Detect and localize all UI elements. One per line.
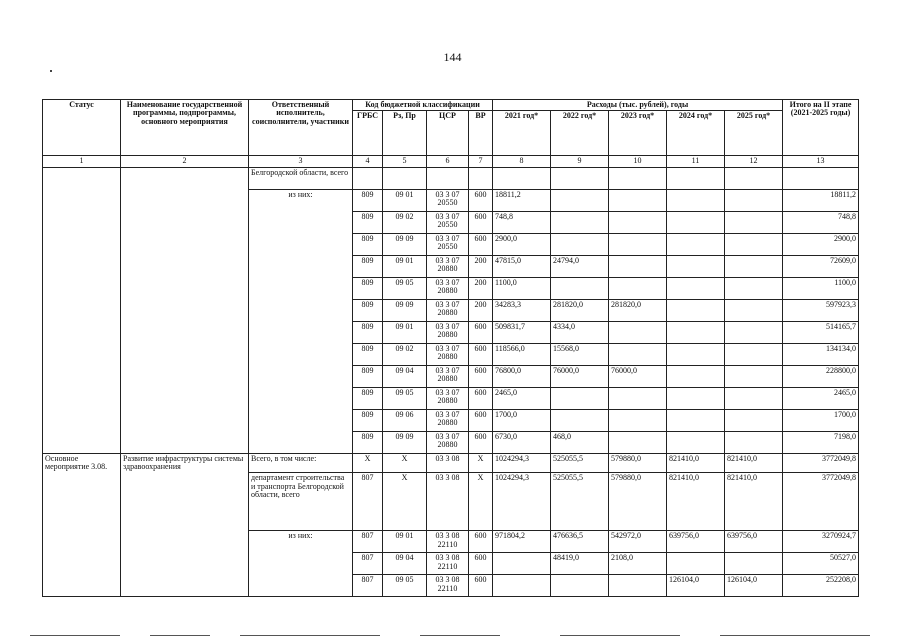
row-vr: 600 [469, 387, 493, 409]
column-number: 2 [121, 156, 249, 167]
row-program-name [121, 211, 249, 233]
row-program-name [121, 255, 249, 277]
row-csr: 03 3 07 20880 [427, 387, 469, 409]
row-status [43, 575, 121, 597]
row-responsible [249, 575, 353, 597]
row-csr: 03 3 07 20550 [427, 233, 469, 255]
row-vr: 600 [469, 189, 493, 211]
row-total: 252208,0 [783, 575, 859, 597]
table-row [43, 343, 859, 365]
row-program-name [121, 575, 249, 597]
row-csr: 03 3 08 22110 [427, 531, 469, 553]
row-vr: 600 [469, 531, 493, 553]
row-2024 [667, 343, 725, 365]
row-grbs: 809 [353, 321, 383, 343]
table-row [43, 453, 859, 472]
table-row [43, 553, 859, 575]
row-total: 3270924,7 [783, 531, 859, 553]
row-csr: 03 3 07 20880 [427, 431, 469, 453]
row-total: 2465,0 [783, 387, 859, 409]
row-status [43, 233, 121, 255]
row-2023 [609, 211, 667, 233]
row-grbs: 807 [353, 575, 383, 597]
row-rz-pr: Х [383, 453, 427, 472]
row-2021: 47815,0 [493, 255, 551, 277]
row-vr: 600 [469, 321, 493, 343]
row-2024 [667, 299, 725, 321]
row-csr: 03 3 07 20880 [427, 299, 469, 321]
row-2024 [667, 387, 725, 409]
row-grbs: 809 [353, 365, 383, 387]
row-2022: 525055,5 [551, 453, 609, 472]
row-csr: 03 3 07 20550 [427, 211, 469, 233]
row-2025 [725, 431, 783, 453]
row-program-name [121, 233, 249, 255]
row-2022: 15568,0 [551, 343, 609, 365]
table-row [43, 387, 859, 409]
row-2022: 4334,0 [551, 321, 609, 343]
row-2023: 579880,0 [609, 453, 667, 472]
row-total: 2900,0 [783, 233, 859, 255]
table-row [43, 531, 859, 553]
row-total: 597923,3 [783, 299, 859, 321]
row-status [43, 211, 121, 233]
row-2023: 542972,0 [609, 531, 667, 553]
row-rz-pr: 09 04 [383, 365, 427, 387]
column-number: 5 [383, 156, 427, 167]
row-csr: 03 3 07 20880 [427, 343, 469, 365]
row-2022: 76000,0 [551, 365, 609, 387]
row-2025 [725, 211, 783, 233]
row-2025 [725, 553, 783, 575]
row-total: 3772049,8 [783, 453, 859, 472]
row-grbs: 809 [353, 211, 383, 233]
row-program-name [121, 553, 249, 575]
row-status [43, 255, 121, 277]
row-vr: Х [469, 473, 493, 531]
header-csr: ЦСР [427, 111, 469, 156]
row-status [43, 409, 121, 431]
row-2023 [609, 321, 667, 343]
row-2021: 1100,0 [493, 277, 551, 299]
table-row [43, 431, 859, 453]
row-vr: 600 [469, 431, 493, 453]
row-program-name [121, 343, 249, 365]
row-rz-pr: 09 09 [383, 299, 427, 321]
row-csr: 03 3 08 [427, 473, 469, 531]
header-budget-code: Код бюджетной классификации [353, 100, 493, 111]
row-2024 [667, 431, 725, 453]
table-row [43, 409, 859, 431]
row-2025: 821410,0 [725, 473, 783, 531]
row-rz-pr: 09 01 [383, 321, 427, 343]
row-2022 [551, 167, 609, 189]
row-program-name [121, 387, 249, 409]
row-2023: 76000,0 [609, 365, 667, 387]
row-rz-pr: Х [383, 473, 427, 531]
row-total [783, 167, 859, 189]
row-responsible: Всего, в том числе: [249, 453, 353, 472]
row-status [43, 343, 121, 365]
row-2023 [609, 387, 667, 409]
row-2022 [551, 189, 609, 211]
row-grbs: 809 [353, 299, 383, 321]
row-total: 748,8 [783, 211, 859, 233]
row-csr: 03 3 08 22110 [427, 575, 469, 597]
row-responsible [249, 299, 353, 321]
row-grbs: 807 [353, 531, 383, 553]
row-2023: 2108,0 [609, 553, 667, 575]
row-2023 [609, 431, 667, 453]
header-2023: 2023 год* [609, 111, 667, 156]
row-2022 [551, 409, 609, 431]
header-status: Статус [43, 100, 121, 156]
row-2024: 126104,0 [667, 575, 725, 597]
row-2024: 821410,0 [667, 473, 725, 531]
row-2025: 821410,0 [725, 453, 783, 472]
row-responsible [249, 343, 353, 365]
row-program-name [121, 167, 249, 189]
row-rz-pr: 09 02 [383, 343, 427, 365]
row-program-name [121, 321, 249, 343]
row-grbs [353, 167, 383, 189]
row-2022: 281820,0 [551, 299, 609, 321]
row-grbs: 809 [353, 387, 383, 409]
row-status [43, 553, 121, 575]
row-2024 [667, 409, 725, 431]
row-2023: 579880,0 [609, 473, 667, 531]
row-rz-pr: 09 01 [383, 531, 427, 553]
column-number: 1 [43, 156, 121, 167]
row-2025 [725, 233, 783, 255]
row-2025 [725, 409, 783, 431]
row-program-name [121, 409, 249, 431]
row-rz-pr: 09 04 [383, 553, 427, 575]
row-rz-pr [383, 167, 427, 189]
row-program-name [121, 277, 249, 299]
row-total: 7198,0 [783, 431, 859, 453]
row-csr: 03 3 08 [427, 453, 469, 472]
row-2025 [725, 255, 783, 277]
row-status [43, 387, 121, 409]
row-2021: 34283,3 [493, 299, 551, 321]
row-2022 [551, 233, 609, 255]
row-responsible: из них: [249, 531, 353, 553]
row-2024 [667, 189, 725, 211]
row-2023 [609, 233, 667, 255]
row-program-name: Развитие инфраструктуры системы здравоохранения [121, 453, 249, 472]
row-2024: 821410,0 [667, 453, 725, 472]
row-2022: 525055,5 [551, 473, 609, 531]
row-2025 [725, 387, 783, 409]
row-2023 [609, 277, 667, 299]
row-vr: Х [469, 453, 493, 472]
row-2024 [667, 365, 725, 387]
row-total: 3772049,8 [783, 473, 859, 531]
row-csr: 03 3 07 20550 [427, 189, 469, 211]
row-2021: 1700,0 [493, 409, 551, 431]
column-number: 11 [667, 156, 725, 167]
column-number: 7 [469, 156, 493, 167]
row-2024: 639756,0 [667, 531, 725, 553]
row-grbs: 809 [353, 277, 383, 299]
column-number: 4 [353, 156, 383, 167]
row-2023 [609, 167, 667, 189]
row-responsible [249, 211, 353, 233]
row-responsible [249, 233, 353, 255]
table-row [43, 321, 859, 343]
row-2021: 509831,7 [493, 321, 551, 343]
table-row [43, 575, 859, 597]
row-2022 [551, 575, 609, 597]
column-number: 6 [427, 156, 469, 167]
column-number: 3 [249, 156, 353, 167]
table-row [43, 277, 859, 299]
row-vr: 600 [469, 575, 493, 597]
row-responsible [249, 431, 353, 453]
row-responsible [249, 255, 353, 277]
row-total: 18811,2 [783, 189, 859, 211]
row-2024 [667, 277, 725, 299]
row-2021: 76800,0 [493, 365, 551, 387]
row-grbs: 809 [353, 255, 383, 277]
row-vr: 600 [469, 211, 493, 233]
row-vr: 200 [469, 255, 493, 277]
row-vr [469, 167, 493, 189]
header-total: Итого на II этапе (2021-2025 годы) [783, 100, 859, 156]
budget-table [42, 99, 859, 597]
row-2025: 639756,0 [725, 531, 783, 553]
row-2021: 1024294,3 [493, 473, 551, 531]
header-expenses: Расходы (тыс. рублей), годы [493, 100, 783, 111]
table-row [43, 167, 859, 189]
row-rz-pr: 09 09 [383, 233, 427, 255]
row-2022: 476636,5 [551, 531, 609, 553]
budget-table-body [43, 167, 859, 596]
row-grbs: Х [353, 453, 383, 472]
row-total: 134134,0 [783, 343, 859, 365]
column-number: 12 [725, 156, 783, 167]
row-csr: 03 3 07 20880 [427, 365, 469, 387]
row-responsible [249, 553, 353, 575]
row-2024 [667, 211, 725, 233]
row-2024 [667, 233, 725, 255]
row-responsible [249, 365, 353, 387]
row-2021 [493, 553, 551, 575]
row-status [43, 365, 121, 387]
row-rz-pr: 09 01 [383, 255, 427, 277]
row-2023 [609, 255, 667, 277]
row-2021 [493, 167, 551, 189]
row-2023 [609, 189, 667, 211]
header-vr: ВР [469, 111, 493, 156]
row-2024 [667, 255, 725, 277]
row-status [43, 277, 121, 299]
page-number: 144 [443, 50, 462, 64]
row-rz-pr: 09 01 [383, 189, 427, 211]
row-rz-pr: 09 06 [383, 409, 427, 431]
row-2022 [551, 277, 609, 299]
row-csr: 03 3 07 20880 [427, 409, 469, 431]
row-program-name [121, 189, 249, 211]
table-row [43, 299, 859, 321]
row-2025 [725, 299, 783, 321]
row-total: 50527,0 [783, 553, 859, 575]
row-2024 [667, 167, 725, 189]
row-rz-pr: 09 05 [383, 387, 427, 409]
row-vr: 600 [469, 233, 493, 255]
table-row [43, 255, 859, 277]
row-2022 [551, 387, 609, 409]
scan-speck [50, 70, 52, 72]
row-2025 [725, 277, 783, 299]
row-2025 [725, 167, 783, 189]
header-grbs: ГРБС [353, 111, 383, 156]
row-2021: 2900,0 [493, 233, 551, 255]
table-row [43, 365, 859, 387]
row-grbs: 809 [353, 343, 383, 365]
row-2022 [551, 211, 609, 233]
row-total: 1700,0 [783, 409, 859, 431]
row-vr: 600 [469, 343, 493, 365]
row-csr: 03 3 07 20880 [427, 321, 469, 343]
scan-bottom-edge [0, 632, 905, 640]
row-status: Основное мероприятие 3.08. [43, 453, 121, 472]
row-program-name [121, 431, 249, 453]
header-2022: 2022 год* [551, 111, 609, 156]
row-total: 228800,0 [783, 365, 859, 387]
column-number-row [43, 156, 859, 167]
row-2025 [725, 189, 783, 211]
row-2021: 118566,0 [493, 343, 551, 365]
row-2023: 281820,0 [609, 299, 667, 321]
row-rz-pr: 09 05 [383, 277, 427, 299]
row-2021: 18811,2 [493, 189, 551, 211]
row-rz-pr: 09 05 [383, 575, 427, 597]
column-number: 8 [493, 156, 551, 167]
header-2021: 2021 год* [493, 111, 551, 156]
row-program-name [121, 365, 249, 387]
header-2025: 2025 год* [725, 111, 783, 156]
row-csr: 03 3 07 20880 [427, 255, 469, 277]
row-grbs: 809 [353, 431, 383, 453]
row-responsible: Белгородской области, всего [249, 167, 353, 189]
row-program-name [121, 531, 249, 553]
row-responsible [249, 409, 353, 431]
row-vr: 200 [469, 277, 493, 299]
row-2024 [667, 321, 725, 343]
row-status [43, 167, 121, 189]
row-responsible [249, 387, 353, 409]
row-2021: 1024294,3 [493, 453, 551, 472]
row-2021: 748,8 [493, 211, 551, 233]
row-grbs: 809 [353, 233, 383, 255]
row-2023 [609, 343, 667, 365]
row-responsible [249, 277, 353, 299]
row-2021: 2465,0 [493, 387, 551, 409]
row-2025 [725, 365, 783, 387]
row-responsible: департамент строительства и транспорта Белгородской области, всего [249, 473, 353, 531]
column-number: 9 [551, 156, 609, 167]
row-csr: 03 3 08 22110 [427, 553, 469, 575]
row-2022: 24794,0 [551, 255, 609, 277]
table-row [43, 473, 859, 531]
row-2023 [609, 575, 667, 597]
row-2022: 468,0 [551, 431, 609, 453]
row-status [43, 531, 121, 553]
row-program-name [121, 299, 249, 321]
header-responsible: Ответственный исполнитель, соисполнители, участники [249, 100, 353, 156]
row-responsible [249, 321, 353, 343]
row-grbs: 807 [353, 553, 383, 575]
row-total: 514165,7 [783, 321, 859, 343]
table-row [43, 233, 859, 255]
row-2023 [609, 409, 667, 431]
row-program-name [121, 473, 249, 531]
header-program-name: Наименование государственной программы, подпрограммы, основного мероприятия [121, 100, 249, 156]
row-rz-pr: 09 09 [383, 431, 427, 453]
row-2025: 126104,0 [725, 575, 783, 597]
header-2024: 2024 год* [667, 111, 725, 156]
row-status [43, 473, 121, 531]
row-status [43, 431, 121, 453]
column-number: 10 [609, 156, 667, 167]
row-grbs: 807 [353, 473, 383, 531]
row-vr: 200 [469, 299, 493, 321]
header-rz-pr: Рз, Пр [383, 111, 427, 156]
row-total: 1100,0 [783, 277, 859, 299]
row-2021: 6730,0 [493, 431, 551, 453]
row-2025 [725, 321, 783, 343]
row-vr: 600 [469, 409, 493, 431]
row-2024 [667, 553, 725, 575]
row-status [43, 189, 121, 211]
row-status [43, 299, 121, 321]
row-grbs: 809 [353, 409, 383, 431]
table-row [43, 189, 859, 211]
row-csr: 03 3 07 20880 [427, 277, 469, 299]
row-2022: 48419,0 [551, 553, 609, 575]
row-vr: 600 [469, 553, 493, 575]
column-number: 13 [783, 156, 859, 167]
row-rz-pr: 09 02 [383, 211, 427, 233]
row-responsible: из них: [249, 189, 353, 211]
row-grbs: 809 [353, 189, 383, 211]
row-csr [427, 167, 469, 189]
row-2021 [493, 575, 551, 597]
row-total: 72609,0 [783, 255, 859, 277]
row-2021: 971804,2 [493, 531, 551, 553]
row-2025 [725, 343, 783, 365]
row-status [43, 321, 121, 343]
table-row [43, 211, 859, 233]
row-vr: 600 [469, 365, 493, 387]
